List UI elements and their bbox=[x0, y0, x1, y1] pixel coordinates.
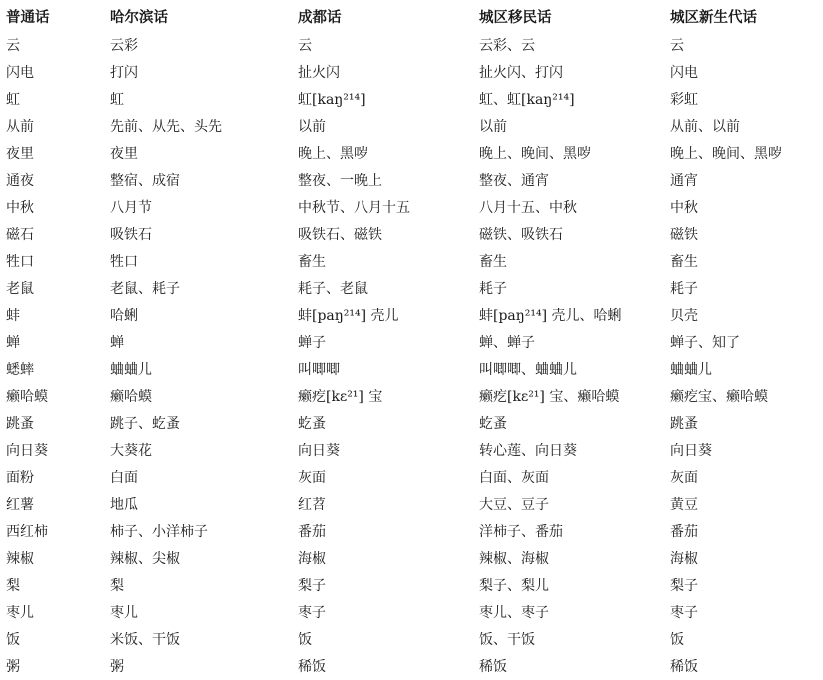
cell-harbin: 粥 bbox=[110, 658, 124, 675]
dialect-vocabulary-table bbox=[6, 4, 818, 680]
cell-harbin: 柿子、小洋柿子 bbox=[110, 523, 208, 540]
cell-mandarin: 磁石 bbox=[6, 226, 34, 243]
table-row bbox=[6, 545, 818, 572]
cell-urban-migrant: 稀饭 bbox=[479, 658, 507, 675]
cell-mandarin: 红薯 bbox=[6, 496, 34, 513]
cell-harbin: 整宿、成宿 bbox=[110, 172, 180, 189]
cell-chengdu: 以前 bbox=[298, 118, 326, 135]
cell-urban-migrant: 大豆、豆子 bbox=[479, 496, 549, 513]
cell-mandarin: 癞哈蟆 bbox=[6, 388, 48, 405]
cell-mandarin: 面粉 bbox=[6, 469, 34, 486]
cell-urban-migrant: 八月十五、中秋 bbox=[479, 199, 577, 216]
cell-harbin: 老鼠、耗子 bbox=[110, 280, 180, 297]
table-row bbox=[6, 140, 818, 167]
cell-urban-migrant: 蝉、蝉子 bbox=[479, 334, 535, 351]
cell-chengdu: 向日葵 bbox=[298, 442, 340, 459]
cell-mandarin: 中秋 bbox=[6, 199, 34, 216]
cell-mandarin: 向日葵 bbox=[6, 442, 48, 459]
cell-chengdu: 蚌[paŋ²¹⁴] 壳儿 bbox=[298, 307, 399, 324]
header-mandarin: 普通话 bbox=[6, 9, 50, 26]
cell-urban-new-generation: 贝壳 bbox=[670, 307, 698, 324]
table-row bbox=[6, 410, 818, 437]
cell-harbin: 牲口 bbox=[110, 253, 138, 270]
cell-urban-migrant: 耗子 bbox=[479, 280, 507, 297]
cell-urban-migrant: 虹、虹[kaŋ²¹⁴] bbox=[479, 91, 575, 108]
cell-urban-migrant: 梨子、梨儿 bbox=[479, 577, 549, 594]
cell-urban-migrant: 扯火闪、打闪 bbox=[479, 64, 563, 81]
table-row bbox=[6, 464, 818, 491]
cell-urban-new-generation: 梨子 bbox=[670, 577, 698, 594]
cell-mandarin: 饭 bbox=[6, 631, 20, 648]
cell-mandarin: 闪电 bbox=[6, 64, 34, 81]
cell-urban-new-generation: 通宵 bbox=[670, 172, 698, 189]
cell-harbin: 白面 bbox=[110, 469, 138, 486]
cell-chengdu: 饭 bbox=[298, 631, 312, 648]
cell-urban-migrant: 晚上、晚间、黑哕 bbox=[479, 145, 591, 162]
cell-urban-new-generation: 闪电 bbox=[670, 64, 698, 81]
cell-chengdu: 蝉子 bbox=[298, 334, 326, 351]
cell-harbin: 云彩 bbox=[110, 37, 138, 54]
cell-harbin: 跳子、虼蚤 bbox=[110, 415, 180, 432]
cell-urban-new-generation: 向日葵 bbox=[670, 442, 712, 459]
cell-urban-migrant: 癞疙[kɛ²¹] 宝、癞哈蟆 bbox=[479, 388, 620, 405]
cell-harbin: 梨 bbox=[110, 577, 124, 594]
cell-urban-migrant: 蚌[paŋ²¹⁴] 壳儿、哈蜊 bbox=[479, 307, 622, 324]
cell-urban-migrant: 洋柿子、番茄 bbox=[479, 523, 563, 540]
header-urban-new-generation: 城区新生代话 bbox=[670, 9, 757, 26]
cell-chengdu: 吸铁石、磁铁 bbox=[298, 226, 382, 243]
cell-chengdu: 畜生 bbox=[298, 253, 326, 270]
cell-urban-new-generation: 从前、以前 bbox=[670, 118, 740, 135]
cell-urban-migrant: 整夜、通宵 bbox=[479, 172, 549, 189]
table-row bbox=[6, 572, 818, 599]
table-row bbox=[6, 518, 818, 545]
table-row bbox=[6, 194, 818, 221]
cell-harbin: 蝉 bbox=[110, 334, 124, 351]
cell-chengdu: 稀饭 bbox=[298, 658, 326, 675]
cell-harbin: 蛐蛐儿 bbox=[110, 361, 152, 378]
cell-harbin: 米饭、干饭 bbox=[110, 631, 180, 648]
table-row bbox=[6, 491, 818, 518]
cell-urban-new-generation: 番茄 bbox=[670, 523, 698, 540]
cell-urban-migrant: 叫唧唧、蛐蛐儿 bbox=[479, 361, 577, 378]
cell-chengdu: 整夜、一晚上 bbox=[298, 172, 382, 189]
cell-chengdu: 灰面 bbox=[298, 469, 326, 486]
cell-harbin: 吸铁石 bbox=[110, 226, 152, 243]
cell-mandarin: 牲口 bbox=[6, 253, 34, 270]
cell-urban-migrant: 虼蚤 bbox=[479, 415, 507, 432]
cell-urban-new-generation: 耗子 bbox=[670, 280, 698, 297]
cell-urban-migrant: 以前 bbox=[479, 118, 507, 135]
table-row bbox=[6, 653, 818, 680]
cell-chengdu: 红苕 bbox=[298, 496, 326, 513]
cell-urban-new-generation: 癞疙宝、癞哈蟆 bbox=[670, 388, 768, 405]
cell-urban-new-generation: 稀饭 bbox=[670, 658, 698, 675]
table-row bbox=[6, 248, 818, 275]
table-row bbox=[6, 86, 818, 113]
table-header bbox=[6, 4, 818, 32]
cell-urban-new-generation: 饭 bbox=[670, 631, 684, 648]
cell-mandarin: 跳蚤 bbox=[6, 415, 34, 432]
cell-urban-migrant: 转心莲、向日葵 bbox=[479, 442, 577, 459]
cell-mandarin: 通夜 bbox=[6, 172, 34, 189]
cell-harbin: 夜里 bbox=[110, 145, 138, 162]
cell-chengdu: 耗子、老鼠 bbox=[298, 280, 368, 297]
table-row bbox=[6, 329, 818, 356]
cell-urban-new-generation: 中秋 bbox=[670, 199, 698, 216]
cell-urban-new-generation: 枣子 bbox=[670, 604, 698, 621]
table-row bbox=[6, 221, 818, 248]
cell-chengdu: 中秋节、八月十五 bbox=[298, 199, 410, 216]
cell-harbin: 癞哈蟆 bbox=[110, 388, 152, 405]
cell-mandarin: 蟋蟀 bbox=[6, 361, 34, 378]
table-row bbox=[6, 167, 818, 194]
cell-harbin: 枣儿 bbox=[110, 604, 138, 621]
cell-chengdu: 虼蚤 bbox=[298, 415, 326, 432]
cell-harbin: 八月节 bbox=[110, 199, 152, 216]
cell-chengdu: 番茄 bbox=[298, 523, 326, 540]
cell-urban-new-generation: 晚上、晚间、黑哕 bbox=[670, 145, 782, 162]
cell-urban-new-generation: 彩虹 bbox=[670, 91, 698, 108]
cell-mandarin: 蚌 bbox=[6, 307, 20, 324]
cell-chengdu: 虹[kaŋ²¹⁴] bbox=[298, 91, 366, 108]
cell-urban-new-generation: 畜生 bbox=[670, 253, 698, 270]
cell-harbin: 虹 bbox=[110, 91, 124, 108]
table-body bbox=[6, 32, 818, 680]
table-row bbox=[6, 626, 818, 653]
cell-urban-new-generation: 磁铁 bbox=[670, 226, 698, 243]
cell-urban-migrant: 畜生 bbox=[479, 253, 507, 270]
cell-harbin: 大葵花 bbox=[110, 442, 152, 459]
table-row bbox=[6, 356, 818, 383]
cell-harbin: 哈蜊 bbox=[110, 307, 138, 324]
cell-mandarin: 云 bbox=[6, 37, 20, 54]
cell-urban-migrant: 白面、灰面 bbox=[479, 469, 549, 486]
header-row bbox=[6, 4, 818, 32]
cell-mandarin: 枣儿 bbox=[6, 604, 34, 621]
cell-harbin: 打闪 bbox=[110, 64, 138, 81]
table-row bbox=[6, 32, 818, 59]
cell-chengdu: 枣子 bbox=[298, 604, 326, 621]
header-urban-migrant: 城区移民话 bbox=[479, 9, 552, 26]
cell-harbin: 地瓜 bbox=[110, 496, 138, 513]
cell-chengdu: 晚上、黑哕 bbox=[298, 145, 368, 162]
cell-chengdu: 叫唧唧 bbox=[298, 361, 340, 378]
header-harbin: 哈尔滨话 bbox=[110, 9, 168, 26]
cell-urban-new-generation: 黄豆 bbox=[670, 496, 698, 513]
cell-mandarin: 虹 bbox=[6, 91, 20, 108]
table-row bbox=[6, 599, 818, 626]
table-row bbox=[6, 275, 818, 302]
cell-chengdu: 海椒 bbox=[298, 550, 326, 567]
cell-chengdu: 云 bbox=[298, 37, 312, 54]
cell-harbin: 辣椒、尖椒 bbox=[110, 550, 180, 567]
cell-urban-migrant: 辣椒、海椒 bbox=[479, 550, 549, 567]
cell-mandarin: 辣椒 bbox=[6, 550, 34, 567]
cell-urban-new-generation: 跳蚤 bbox=[670, 415, 698, 432]
cell-urban-new-generation: 云 bbox=[670, 37, 684, 54]
table-row bbox=[6, 383, 818, 410]
table-row bbox=[6, 113, 818, 140]
cell-mandarin: 梨 bbox=[6, 577, 20, 594]
table-row bbox=[6, 302, 818, 329]
cell-mandarin: 夜里 bbox=[6, 145, 34, 162]
cell-mandarin: 西红柿 bbox=[6, 523, 48, 540]
cell-urban-new-generation: 蛐蛐儿 bbox=[670, 361, 712, 378]
cell-chengdu: 癞疙[kɛ²¹] 宝 bbox=[298, 388, 383, 405]
cell-urban-new-generation: 海椒 bbox=[670, 550, 698, 567]
cell-urban-migrant: 枣儿、枣子 bbox=[479, 604, 549, 621]
cell-chengdu: 扯火闪 bbox=[298, 64, 340, 81]
cell-urban-migrant: 饭、干饭 bbox=[479, 631, 535, 648]
cell-urban-migrant: 磁铁、吸铁石 bbox=[479, 226, 563, 243]
cell-chengdu: 梨子 bbox=[298, 577, 326, 594]
cell-urban-migrant: 云彩、云 bbox=[479, 37, 535, 54]
table-row bbox=[6, 437, 818, 464]
cell-urban-new-generation: 蝉子、知了 bbox=[670, 334, 740, 351]
cell-mandarin: 蝉 bbox=[6, 334, 20, 351]
cell-mandarin: 粥 bbox=[6, 658, 20, 675]
cell-harbin: 先前、从先、头先 bbox=[110, 118, 222, 135]
header-chengdu: 成都话 bbox=[298, 9, 342, 26]
cell-urban-new-generation: 灰面 bbox=[670, 469, 698, 486]
table-row bbox=[6, 59, 818, 86]
cell-mandarin: 老鼠 bbox=[6, 280, 34, 297]
cell-mandarin: 从前 bbox=[6, 118, 34, 135]
